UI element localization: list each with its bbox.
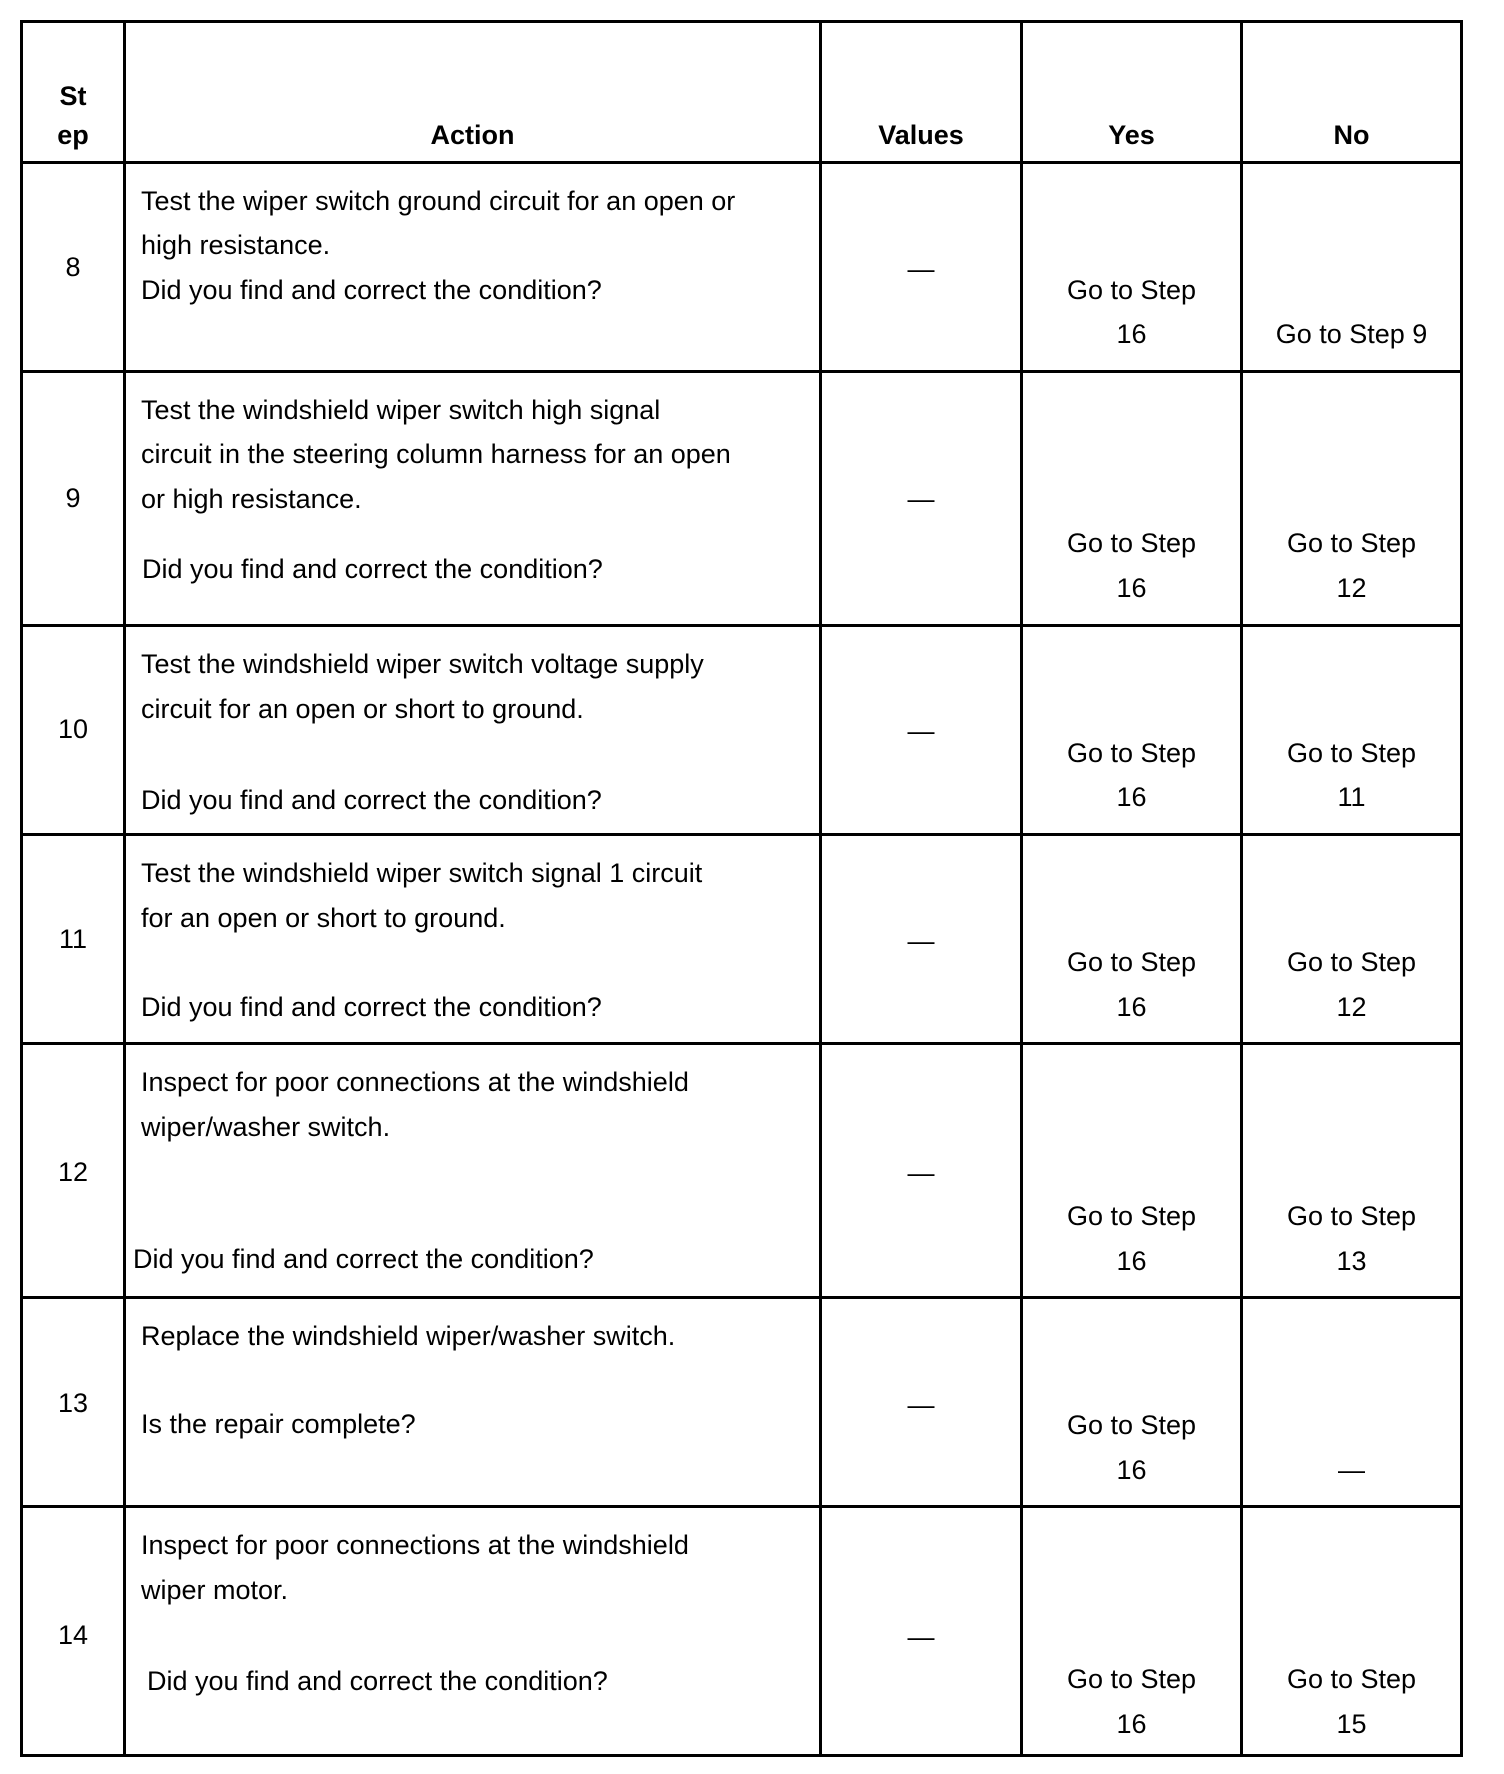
- yes-go-to-step: Go to Step: [1066, 1410, 1197, 1440]
- no-go-to-step: Go to Step: [1286, 947, 1417, 977]
- values-cell: —: [907, 716, 935, 746]
- action-question: Is the repair complete?: [141, 1409, 416, 1439]
- action-text: Replace the windshield wiper/washer switch.: [141, 1321, 676, 1351]
- values-cell: —: [907, 926, 935, 956]
- header-yes: Yes: [1108, 120, 1155, 150]
- no-step-number: 12: [1336, 992, 1367, 1022]
- action-text: high resistance.: [141, 230, 331, 260]
- values-cell: —: [907, 1622, 935, 1652]
- yes-step-number: 16: [1116, 782, 1147, 812]
- action-text: wiper motor.: [141, 1575, 289, 1605]
- action-text: Test the windshield wiper switch signal 1 circuit: [141, 858, 703, 888]
- yes-step-number: 16: [1116, 319, 1147, 349]
- action-text: Inspect for poor connections at the windshield: [141, 1530, 689, 1560]
- no-value: —: [1338, 1455, 1365, 1485]
- yes-step-number: 16: [1116, 1246, 1147, 1276]
- action-question: Did you find and correct the condition?: [141, 785, 602, 815]
- action-question: Did you find and correct the condition?: [142, 554, 603, 584]
- action-question: Did you find and correct the condition?: [141, 992, 602, 1022]
- action-text: circuit for an open or short to ground.: [141, 694, 584, 724]
- header-action: Action: [430, 120, 515, 150]
- no-go-to-step: Go to Step: [1286, 1201, 1417, 1231]
- step-number: 9: [65, 483, 81, 513]
- values-cell: —: [907, 1390, 935, 1420]
- step-number: 14: [57, 1620, 89, 1650]
- action-text: for an open or short to ground.: [141, 903, 506, 933]
- no-step-number: 13: [1336, 1246, 1367, 1276]
- step-number: 8: [65, 252, 81, 282]
- header-step-line2: ep: [57, 120, 89, 150]
- row-divider: [20, 833, 1463, 836]
- row-divider: [20, 624, 1463, 627]
- values-cell: —: [907, 1158, 935, 1188]
- yes-go-to-step: Go to Step: [1066, 1664, 1197, 1694]
- yes-go-to-step: Go to Step: [1066, 528, 1197, 558]
- no-go-to-step: Go to Step: [1286, 738, 1417, 768]
- action-text: Test the windshield wiper switch high signal: [141, 395, 661, 425]
- action-text: Test the wiper switch ground circuit for an open or: [141, 186, 736, 216]
- yes-go-to-step: Go to Step: [1066, 738, 1197, 768]
- values-cell: —: [907, 254, 935, 284]
- row-divider: [20, 370, 1463, 373]
- header-no: No: [1333, 120, 1370, 150]
- header-values: Values: [878, 120, 964, 150]
- yes-go-to-step: Go to Step: [1066, 1201, 1197, 1231]
- action-text: or high resistance.: [141, 484, 362, 514]
- action-question: Did you find and correct the condition?: [147, 1666, 608, 1696]
- action-question: Did you find and correct the condition?: [133, 1244, 594, 1274]
- no-step-number: 11: [1337, 782, 1366, 812]
- action-text: wiper/washer switch.: [141, 1112, 391, 1142]
- yes-go-to-step: Go to Step: [1066, 275, 1197, 305]
- values-cell: —: [907, 484, 935, 514]
- row-divider: [20, 1296, 1463, 1299]
- table-border-right: [1460, 20, 1463, 1755]
- no-go-to-step: Go to Step: [1286, 528, 1417, 558]
- table-border-bottom: [20, 1754, 1463, 1757]
- action-text: Test the windshield wiper switch voltage supply: [141, 649, 704, 679]
- table-border-top: [20, 20, 1463, 23]
- action-question: Did you find and correct the condition?: [141, 275, 602, 305]
- step-number: 12: [57, 1157, 89, 1187]
- row-divider: [20, 1505, 1463, 1508]
- no-go-to-step: Go to Step 9: [1275, 319, 1428, 349]
- step-number: 11: [58, 924, 88, 954]
- action-text: circuit in the steering column harness for an open: [141, 439, 731, 469]
- yes-step-number: 16: [1116, 1455, 1147, 1485]
- column-divider: [1240, 20, 1243, 1755]
- yes-step-number: 16: [1116, 573, 1147, 603]
- step-number: 13: [57, 1388, 89, 1418]
- no-step-number: 12: [1336, 573, 1367, 603]
- yes-go-to-step: Go to Step: [1066, 947, 1197, 977]
- step-number: 10: [57, 714, 89, 744]
- header-divider: [20, 161, 1463, 164]
- yes-step-number: 16: [1116, 1709, 1147, 1739]
- row-divider: [20, 1042, 1463, 1045]
- no-step-number: 15: [1336, 1709, 1367, 1739]
- header-step-line1: St: [59, 81, 87, 111]
- action-text: Inspect for poor connections at the windshield: [141, 1067, 689, 1097]
- column-divider: [123, 20, 126, 1755]
- no-go-to-step: Go to Step: [1286, 1664, 1417, 1694]
- yes-step-number: 16: [1116, 992, 1147, 1022]
